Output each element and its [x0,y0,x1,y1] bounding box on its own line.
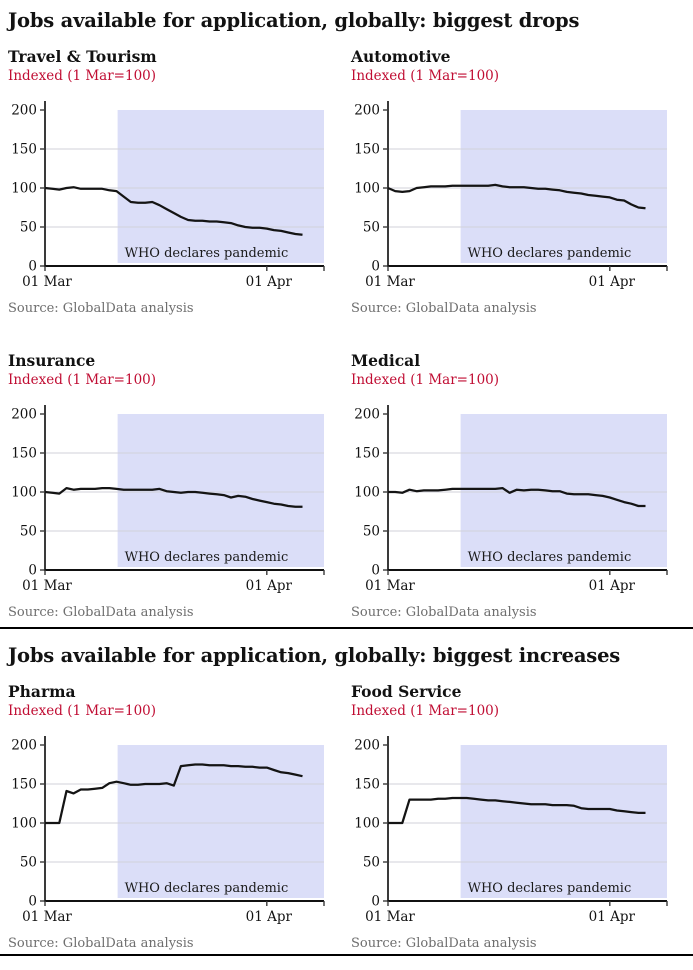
bottom-divider [0,954,693,956]
svg-text:WHO declares pandemic: WHO declares pandemic [124,550,289,565]
svg-text:WHO declares pandemic: WHO declares pandemic [467,246,632,261]
svg-text:01 Apr: 01 Apr [245,578,292,594]
chart-subtitle: Indexed (1 Mar=100) [8,703,157,719]
chart-automotive [351,47,686,317]
svg-text:100: 100 [11,180,37,197]
line-chart-insurance [8,402,343,598]
svg-text:100: 100 [11,484,37,501]
svg-text:150: 150 [354,776,380,793]
svg-text:50: 50 [19,219,37,236]
chart-title: Food Service [351,682,462,701]
svg-text:50: 50 [362,523,380,540]
svg-text:200: 200 [354,737,380,754]
svg-text:200: 200 [11,102,37,119]
svg-text:0: 0 [28,562,37,579]
svg-text:0: 0 [28,258,37,275]
chart-source: Source: GlobalData analysis [8,301,194,316]
svg-text:150: 150 [11,445,37,462]
svg-text:01 Mar: 01 Mar [365,578,415,594]
svg-text:200: 200 [11,737,37,754]
svg-text:100: 100 [354,180,380,197]
chart-subtitle: Indexed (1 Mar=100) [8,68,157,84]
chart-title: Insurance [8,351,96,370]
svg-text:150: 150 [354,141,380,158]
svg-text:100: 100 [11,815,37,832]
section-header-drops: Jobs available for application, globally: biggest drops [8,9,580,32]
section-header-increases: Jobs available for application, globally: biggest increases [8,644,621,667]
chart-source: Source: GlobalData analysis [351,605,537,620]
chart-source: Source: GlobalData analysis [8,605,194,620]
charts-grid-increases [0,682,693,952]
line-chart-medical [351,402,686,598]
svg-text:01 Apr: 01 Apr [588,578,635,594]
svg-text:01 Mar: 01 Mar [22,274,72,290]
chart-pharma [8,682,343,952]
svg-text:0: 0 [28,893,37,910]
svg-text:200: 200 [354,406,380,423]
svg-text:150: 150 [354,445,380,462]
svg-text:01 Mar: 01 Mar [365,909,415,925]
chart-title: Travel & Tourism [8,47,157,66]
line-chart-food-service [351,733,686,929]
svg-text:WHO declares pandemic: WHO declares pandemic [124,246,289,261]
chart-source: Source: GlobalData analysis [351,301,537,316]
svg-text:50: 50 [362,219,380,236]
svg-text:0: 0 [371,562,380,579]
chart-title: Automotive [351,47,451,66]
svg-text:01 Apr: 01 Apr [245,909,292,925]
chart-title: Pharma [8,682,76,701]
svg-text:01 Mar: 01 Mar [365,274,415,290]
section-divider [0,627,693,629]
svg-text:50: 50 [19,854,37,871]
svg-text:200: 200 [354,102,380,119]
svg-text:01 Apr: 01 Apr [245,274,292,290]
svg-text:50: 50 [362,854,380,871]
svg-text:150: 150 [11,141,37,158]
chart-subtitle: Indexed (1 Mar=100) [351,703,500,719]
svg-text:150: 150 [11,776,37,793]
line-chart-automotive [351,98,686,294]
svg-text:WHO declares pandemic: WHO declares pandemic [124,881,289,896]
svg-text:01 Apr: 01 Apr [588,909,635,925]
chart-subtitle: Indexed (1 Mar=100) [351,68,500,84]
chart-food-service [351,682,686,952]
chart-source: Source: GlobalData analysis [351,936,537,951]
chart-medical [351,351,686,621]
svg-text:0: 0 [371,893,380,910]
svg-text:200: 200 [11,406,37,423]
svg-text:100: 100 [354,484,380,501]
svg-text:0: 0 [371,258,380,275]
svg-text:01 Mar: 01 Mar [22,909,72,925]
charts-grid-drops [0,47,693,621]
svg-text:01 Apr: 01 Apr [588,274,635,290]
chart-subtitle: Indexed (1 Mar=100) [351,372,500,388]
chart-source: Source: GlobalData analysis [8,936,194,951]
svg-text:WHO declares pandemic: WHO declares pandemic [467,881,632,896]
svg-text:50: 50 [19,523,37,540]
svg-text:100: 100 [354,815,380,832]
chart-insurance [8,351,343,621]
svg-text:WHO declares pandemic: WHO declares pandemic [467,550,632,565]
chart-subtitle: Indexed (1 Mar=100) [8,372,157,388]
line-chart-pharma [8,733,343,929]
line-chart-travel-tourism [8,98,343,294]
chart-title: Medical [351,351,421,370]
svg-text:01 Mar: 01 Mar [22,578,72,594]
chart-travel-tourism [8,47,343,317]
